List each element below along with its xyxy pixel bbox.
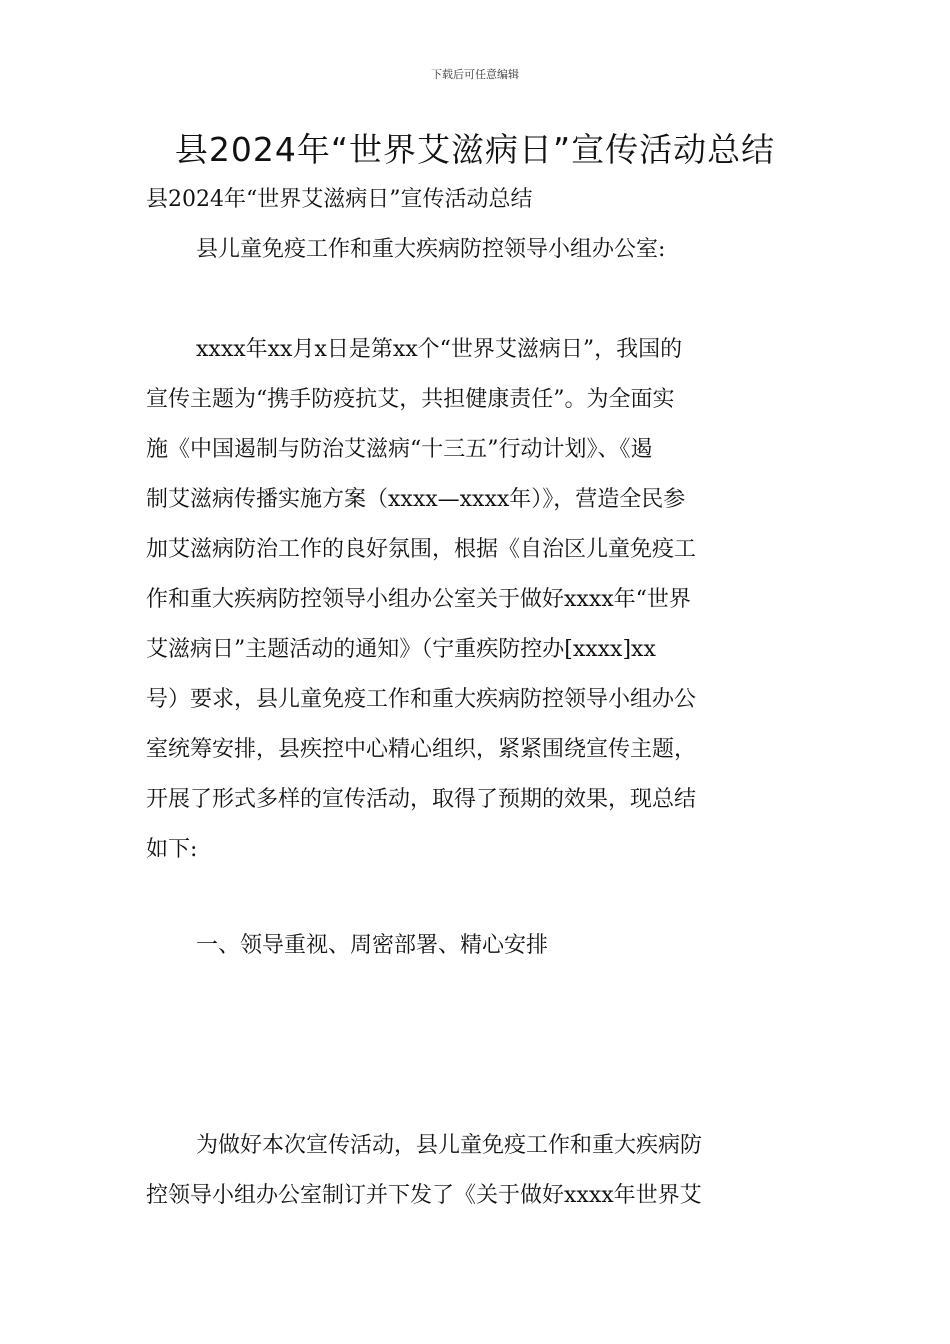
- paragraph-line: 制艾滋病传播实施方案（xxxx—xxxx年）》，营造全民参: [146, 487, 686, 512]
- paragraph-line: 施《中国遏制与防治艾滋病“十三五”行动计划》、《遏: [146, 437, 653, 462]
- addressee-line: 县儿童免疫工作和重大疾病防控领导小组办公室:: [196, 237, 666, 262]
- paragraph-1: [146, 325, 810, 875]
- section-heading-1: 一、领导重视、周密部署、精心安排: [196, 933, 549, 958]
- paragraph-line: xxxx年xx月x日是第xx个“世界艾滋病日”，我国的: [196, 337, 683, 362]
- paragraph-line: 为做好本次宣传活动，县儿童免疫工作和重大疾病防: [196, 1133, 703, 1158]
- paragraph-line: 控领导小组办公室制订并下发了《关于做好xxxx年世界艾: [146, 1183, 702, 1208]
- paragraph-line: 如下:: [146, 837, 198, 862]
- paragraph-line: 号）要求，县儿童免疫工作和重大疾病防控领导小组办公: [146, 687, 697, 712]
- paragraph-2: [146, 1121, 810, 1221]
- paragraph-line: 艾滋病日”主题活动的通知》（宁重疾防控办[xxxx]xx: [146, 637, 656, 662]
- paragraph-line: 加艾滋病防治工作的良好氛围，根据《自治区儿童免疫工: [146, 537, 697, 562]
- paragraph-line: 作和重大疾病防控领导小组办公室关于做好xxxx年“世界: [146, 587, 691, 612]
- paragraph-line: 宣传主题为“携手防疫抗艾，共担健康责任”。为全面实: [146, 387, 675, 412]
- paragraph-line: 室统筹安排，县疾控中心精心组织，紧紧围绕宣传主题，: [146, 737, 697, 762]
- header-note: 下载后可任意编辑: [431, 68, 519, 81]
- paragraph-line: 开展了形式多样的宣传活动，取得了预期的效果，现总结: [146, 787, 697, 812]
- document-subtitle: 县2024年“世界艾滋病日”宣传活动总结: [146, 187, 533, 212]
- document-title: 县2024年“世界艾滋病日”宣传活动总结: [174, 130, 776, 169]
